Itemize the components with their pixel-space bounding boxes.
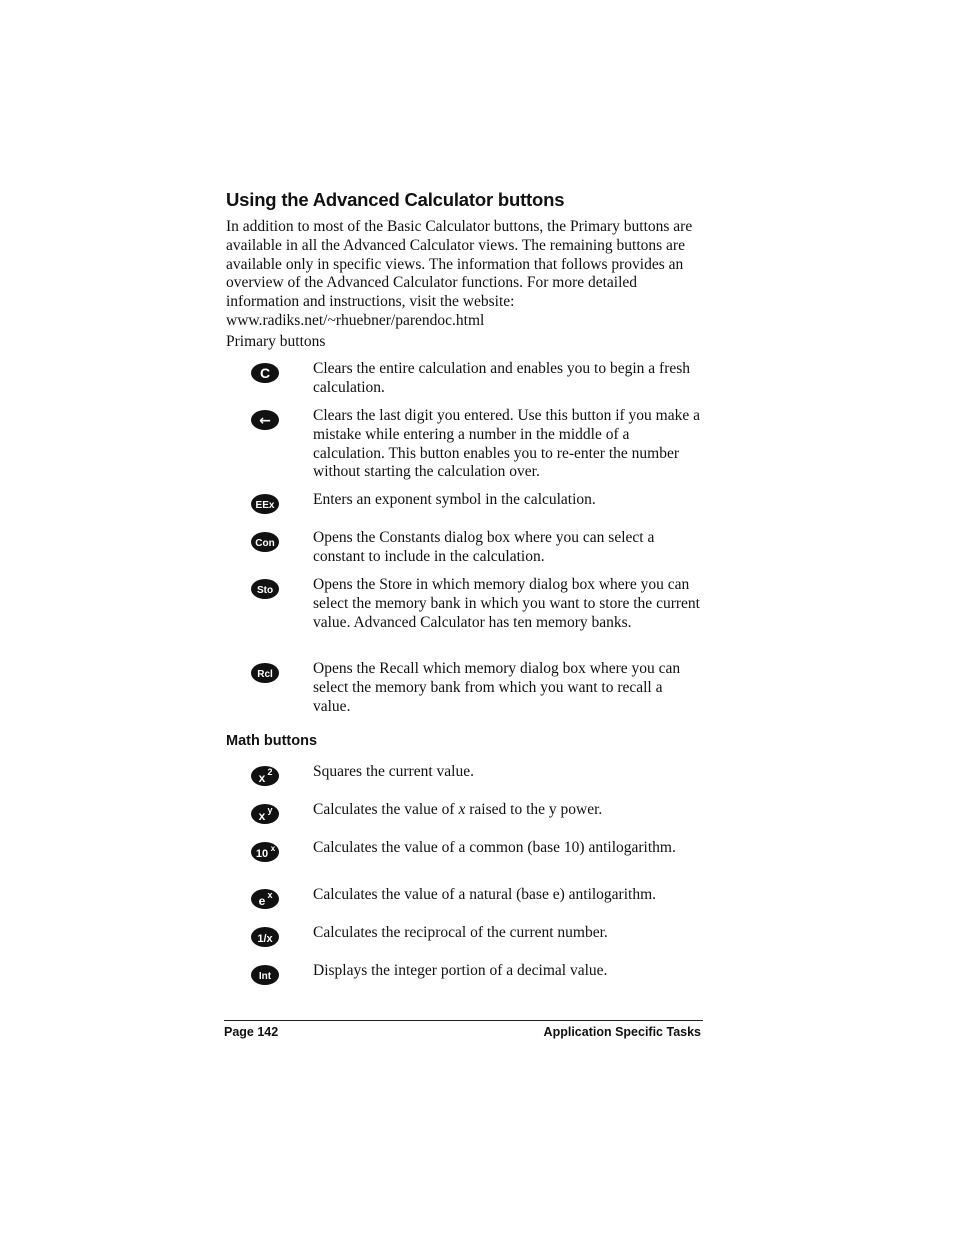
math-item-description: Calculates the value of a natural (base e) antilogarithm. [313,886,657,903]
svg-text:y: y [267,805,273,815]
store-icon [250,578,282,600]
math-item-description: Calculates the value of x raised to the y power. [313,801,603,818]
clear-icon [250,362,282,384]
x-power-y-icon [250,803,282,825]
primary-item-description: Clears the last digit you entered. Use this button if you make a mistake while entering a number in the middle of a calculation. This button enables you to re-enter the number without starting the calculation over. [313,407,700,481]
x-squared-icon [250,765,282,787]
svg-text:Rcl: Rcl [257,669,273,680]
svg-text:x: x [258,771,266,785]
intro-paragraph: In addition to most of the Basic Calculator buttons, the Primary buttons are available in all the Advanced Calculator views. The remaining buttons are available only in specific views. The information that follows provides an overview of the Advanced Calculator functions. For more detailed information and instructions, visit the website: www.radiks.net/~rhuebner/parendoc.html [226,218,693,329]
section-heading: Using the Advanced Calculator buttons [226,189,565,210]
chapter-title: Application Specific Tasks [543,1025,701,1039]
math-item-description: Squares the current value. [313,763,474,780]
svg-text:Int: Int [258,971,272,982]
svg-text:Con: Con [255,538,275,549]
svg-text:1/x: 1/x [257,933,273,945]
integer-icon [250,964,282,986]
primary-item-description: Clears the entire calculation and enables you to begin a fresh calculation. [313,360,691,396]
e-power-x-icon [250,888,282,910]
svg-text:10: 10 [255,848,269,860]
exponent-icon [250,493,282,515]
primary-buttons-label: Primary buttons [226,333,326,350]
primary-item-description: Opens the Constants dialog box where you can select a constant to include in the calculation. [313,529,655,565]
svg-text:x: x [258,809,266,823]
svg-text:Sto: Sto [256,585,274,596]
math-item-description: Displays the integer portion of a decimal value. [313,962,608,979]
reciprocal-icon [250,926,282,948]
svg-text:2: 2 [267,767,273,777]
primary-item-description: Enters an exponent symbol in the calculation. [313,491,596,508]
svg-text:x: x [270,844,276,853]
recall-icon [250,662,282,684]
footer-divider [224,1020,703,1021]
svg-text:←: ← [259,413,271,429]
svg-text:EEx: EEx [255,500,275,511]
math-buttons-heading: Math buttons [226,733,318,749]
math-item-description: Calculates the reciprocal of the current number. [313,924,608,941]
ten-power-x-icon [250,841,282,863]
constants-icon [250,531,282,553]
backspace-icon [250,409,282,431]
primary-item-description: Opens the Store in which memory dialog box where you can select the memory bank in which you want to store the current value. Advanced Calculator has ten memory banks. [313,576,700,631]
svg-text:e: e [258,894,266,908]
math-item-description: Calculates the value of a common (base 10) antilogarithm. [313,839,676,856]
svg-text:C: C [259,365,271,381]
svg-text:x: x [267,890,273,900]
primary-item-description: Opens the Recall which memory dialog box where you can select the memory bank from which you want to recall a value. [313,660,681,715]
page-number: Page 142 [224,1025,279,1039]
